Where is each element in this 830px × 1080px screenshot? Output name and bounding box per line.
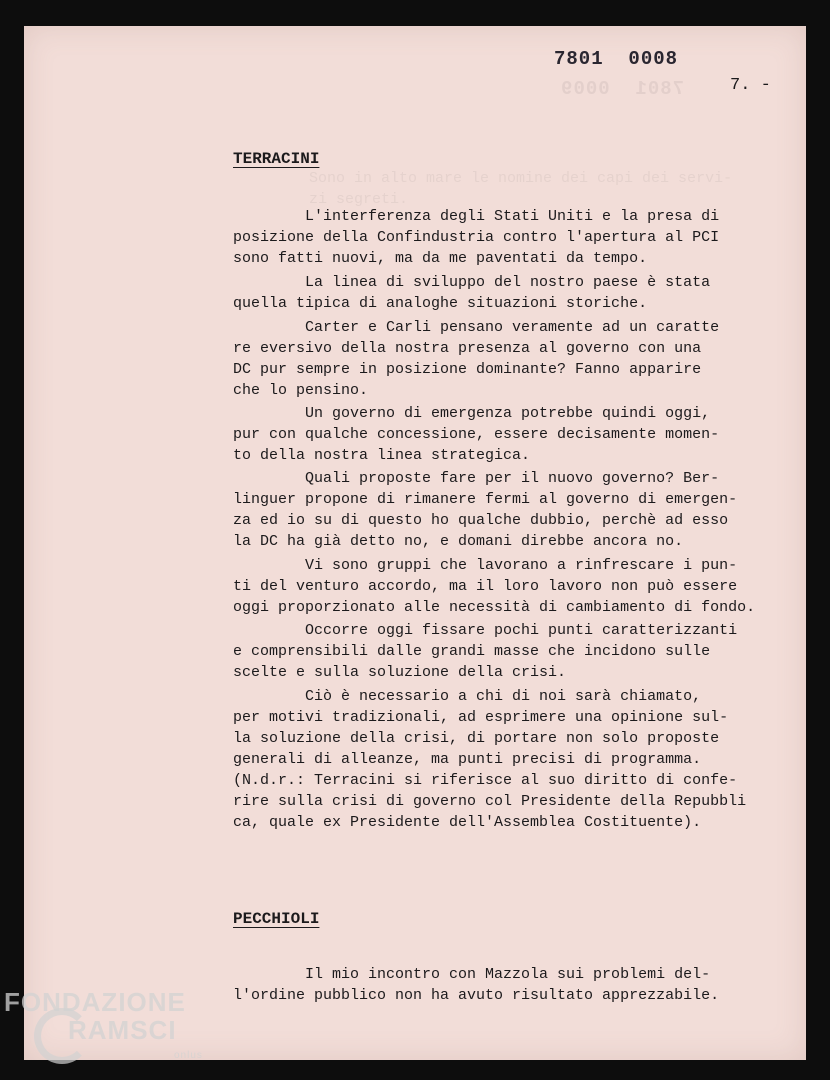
paragraph: Il mio incontro con Mazzola sui problemi del- l'ordine pubblico non ha avuto risultato apprezzabile. — [233, 966, 720, 1004]
paragraph: Occorre oggi fissare pochi punti caratterizzanti e comprensibili dalle grandi masse che incidono sulle scelte e sulla soluzione della crisi. — [233, 622, 738, 681]
speaker-heading-terracini: TERRACINI — [233, 150, 320, 168]
watermark-sub: onlus — [174, 1050, 203, 1061]
speaker-heading-pecchioli: PECCHIOLI — [233, 910, 320, 928]
page-number: 7. - — [730, 76, 771, 95]
archive-stamp: 7801 0008 — [554, 48, 679, 70]
paragraph: L'interferenza degli Stati Uniti e la presa di posizione della Confindustria contro l'apertura al PCI sono fatti nuovi, ma da me paventati da tempo. — [233, 208, 720, 267]
paragraph: Quali proposte fare per il nuovo governo? Ber- linguer propone di rimanere fermi al governo di emergen- za ed io su di questo ho qualche dubbio, perchè ad esso la DC ha già detto no, e domani direbbe ancora no. — [233, 470, 738, 550]
paragraph: Un governo di emergenza potrebbe quindi oggi, pur con qualche concessione, essere decisamente momen- to della nostra linea strategica. — [233, 405, 720, 464]
show-through-stamp: 7801 0009 — [560, 78, 685, 100]
watermark-line1: FONDAZIONE — [4, 987, 186, 1017]
paragraph: Carter e Carli pensano veramente ad un caratte re eversivo della nostra presenza al governo con una DC pur sempre in posizione dominante? Fanno apparire che lo pensino. — [233, 319, 720, 399]
paragraph: La linea di sviluppo del nostro paese è stata quella tipica di analoghe situazioni storiche. — [233, 274, 711, 312]
show-through-text: Sono in alto mare le nomine dei capi dei servi- zi segreti. — [309, 170, 733, 208]
watermark-line2: RAMSCI — [68, 1015, 177, 1045]
paragraph: Ciò è necessario a chi di noi sarà chiamato, per motivi tradizionali, ad esprimere una opinione sul- la soluzione della crisi, di portare non solo proposte generali di alleanze, ma punti precisi di programma. (N.d.r.: Terracini si riferisce al suo diritto di confe- rire sulla crisi di governo col Presidente della Repubbli ca, quale ex Presidente dell'Assemblea Costituente). — [233, 688, 747, 831]
typewritten-sheet — [24, 26, 806, 1060]
paragraph: Vi sono gruppi che lavorano a rinfrescare i pun- ti del venturo accordo, ma il loro lavoro non può essere oggi proporzionato alle necessità di cambiamento di fondo. — [233, 557, 756, 616]
